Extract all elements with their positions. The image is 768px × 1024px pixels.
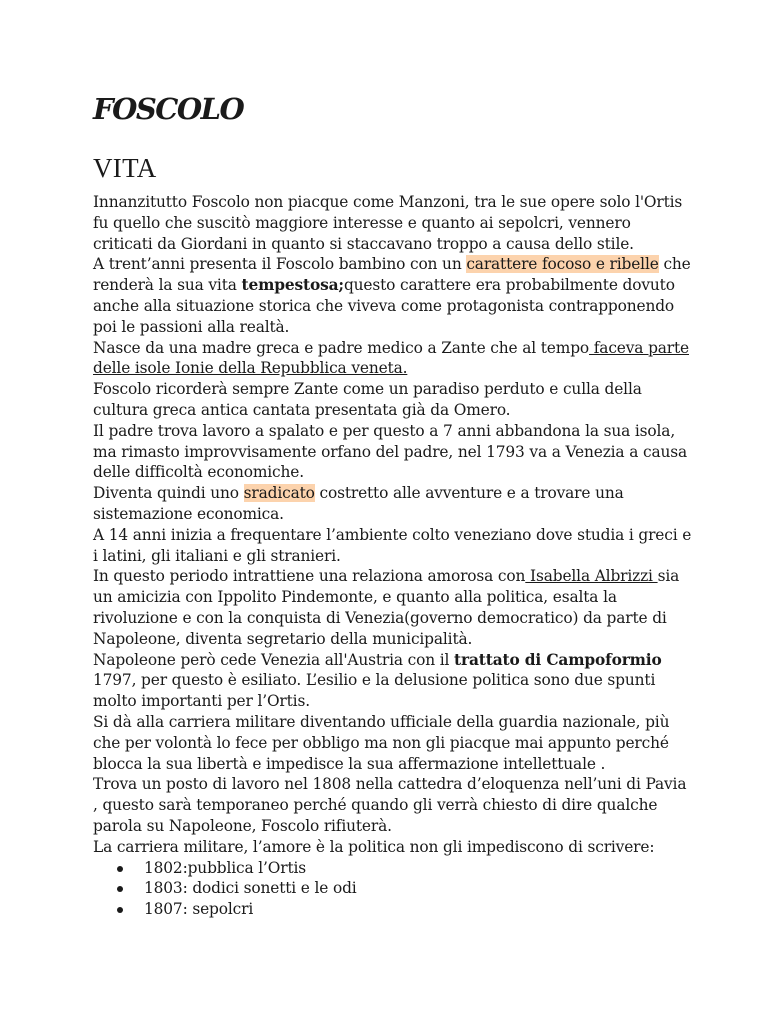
text-run: questo carattere era probabilmente dovuto anche alla situazione storica che viveva come protagonista contrapponendo poi le passioni alla realtà. <box>93 276 675 336</box>
paragraph-11: Trova un posto di lavoro nel 1808 nella cattedra d’eloquenza nell’uni di Pavia , questo sarà temporaneo perché quando gli verrà chiesto di dire qualche parola su Napoleone, Foscolo rifiuterà. <box>93 775 687 835</box>
paragraph-8 <box>93 566 693 649</box>
text-run: che renderà la sua vita <box>93 255 691 295</box>
text-run: A trent’anni presenta il Foscolo bambino con un <box>93 255 467 274</box>
bold-text: tempestosa; <box>241 276 344 295</box>
text-run: Nasce da una madre greca e padre medico a Zante che al tempo <box>93 338 590 357</box>
document-page <box>93 86 693 920</box>
list-item: 1803: dodici sonetti e le odi <box>93 878 693 899</box>
document-title: FOSCOLO <box>93 92 244 126</box>
list-item: 1807: sepolcri <box>93 899 693 920</box>
paragraph-12: La carriera militare, l’amore è la politica non gli impediscono di scrivere: <box>93 837 655 856</box>
paragraph-10: Si dà alla carriera militare diventando ufficiale della guardia nazionale, più che per volontà lo fece per obbligo ma non gli piacque mai appunto perché blocca la sua libertà e impedisce la sua affermazione intellettuale . <box>93 712 670 773</box>
paragraph-4: Foscolo ricorderà sempre Zante come un paradiso perduto e culla della cultura greca antica cantata presentata già da Omero. <box>93 380 642 419</box>
text-run: Napoleone però cede Venezia all'Austria con il <box>93 650 455 669</box>
paragraph-9 <box>93 650 693 712</box>
paragraph-2 <box>93 254 693 337</box>
works-list <box>93 858 693 920</box>
paragraph-6 <box>93 483 693 525</box>
highlighted-text: sradicato <box>243 484 315 503</box>
text-run: Diventa quindi uno <box>93 484 244 503</box>
text-run: In questo periodo intrattiene una relaziona amorosa con <box>93 567 526 586</box>
paragraph-3 <box>93 338 693 380</box>
bold-text: trattato di Campoformio <box>454 650 662 669</box>
list-item: 1802:pubblica l’Ortis <box>93 858 693 879</box>
document-body <box>93 192 693 920</box>
underlined-text: faceva parte delle isole Ionie della Repubblica veneta. <box>93 338 689 378</box>
paragraph-1: Innanzitutto Foscolo non piacque come Manzoni, tra le sue opere solo l'Ortis fu quello che suscitò maggiore interesse e quanto ai sepolcri, vennero criticati da Giordani in quanto si staccavano troppo a causa dello stile. <box>93 193 683 253</box>
text-run: costretto alle avventure e a trovare una sistemazione economica. <box>93 484 624 523</box>
highlighted-text: carattere focoso e ribelle <box>466 255 659 274</box>
text-run: sia un amicizia con Ippolito Pindemonte, e quanto alla politica, esalta la rivoluzione e con la conquista di Venezia(governo democratico) da parte di Napoleone, diventa segretario della municipalità. <box>93 567 680 648</box>
underlined-text: Isabella Albrizzi <box>525 567 658 586</box>
section-heading: VITA <box>93 153 157 183</box>
paragraph-5: Il padre trova lavoro a spalato e per questo a 7 anni abbandona la sua isola, ma rimasto improvvisamente orfano del padre, nel 1793 va a Venezia a causa delle difficoltà economiche. <box>93 421 688 482</box>
paragraph-7: A 14 anni inizia a frequentare l’ambiente colto veneziano dove studia i greci e i latini, gli italiani e gli stranieri. <box>93 525 692 565</box>
text-run: 1797, per questo è esiliato. L’esilio e la delusione politica sono due spunti molto importanti per l’Ortis. <box>93 671 656 711</box>
